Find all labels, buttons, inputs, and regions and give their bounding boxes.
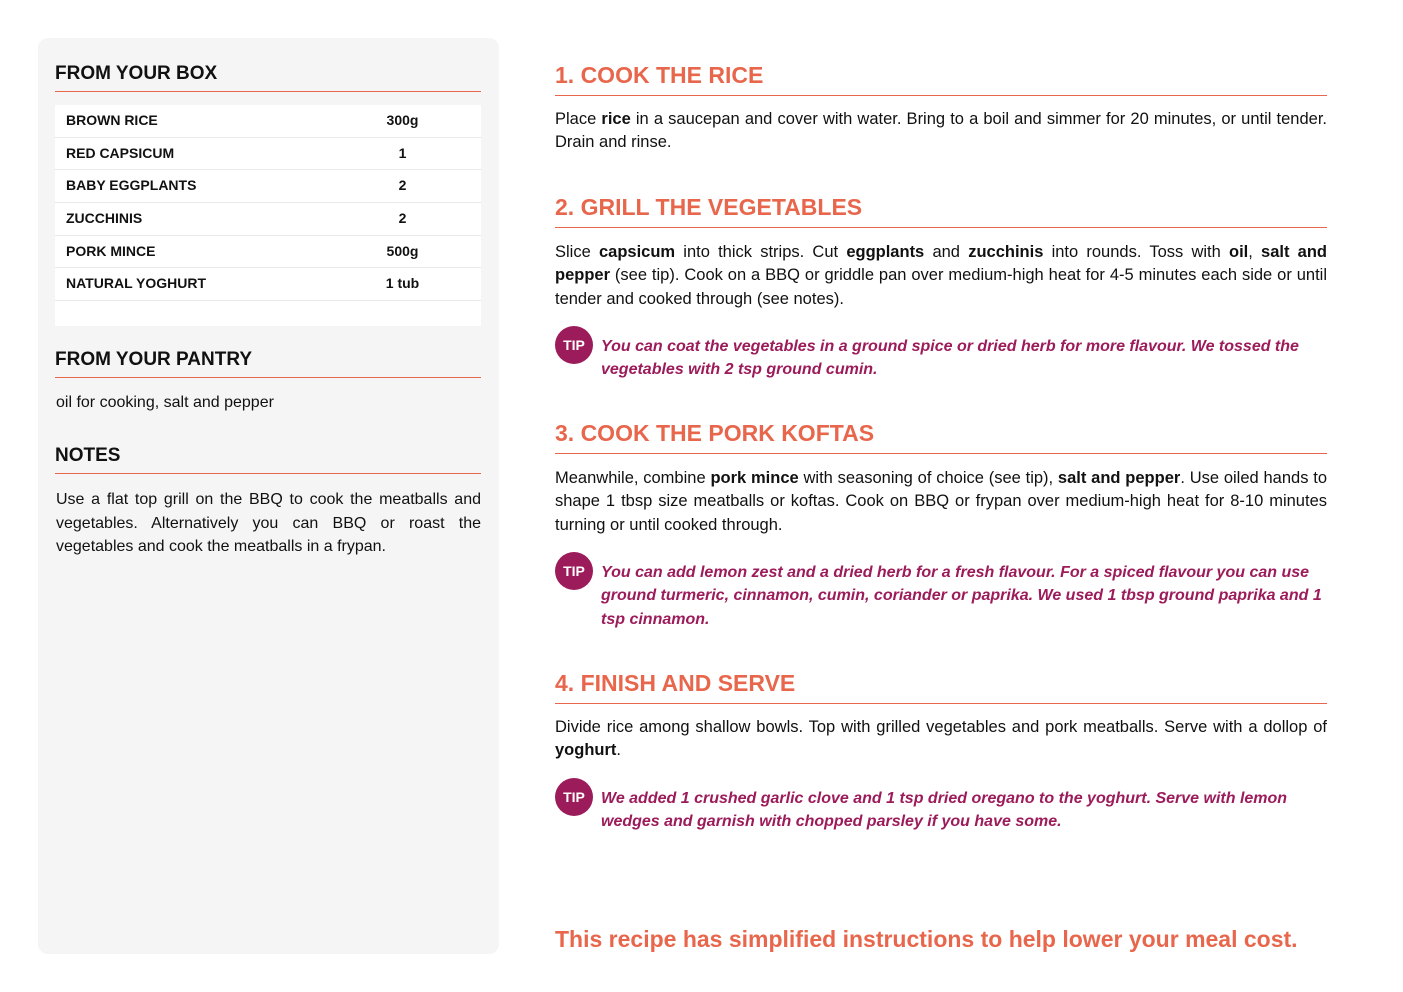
pantry-text: oil for cooking, salt and pepper [56,394,274,411]
highlighted-ingredient: rice [601,110,631,128]
ingredient-name: NATURAL YOGHURT [66,275,206,292]
step-2-text [555,241,1327,311]
ingredient-row [55,170,481,203]
ingredient-quantity: 1 [398,144,407,161]
step-2-heading: 2. GRILL THE VEGETABLES [555,194,1327,228]
step-text-segment: . Use oiled hands to shape 1 tbsp size meatballs or koftas. Cook on BBQ or frypan over medium-high heat for 8-10 minutes turning or until cooked through. [555,469,1328,534]
ingredient-quantity: 300g [386,112,419,128]
ingredient-row [55,105,481,138]
step-text-segment: in a saucepan and cover with water. Bring to a boil and simmer for 20 minutes, or until tender. Drain and rinse. [555,110,1328,152]
ingredients-table [55,105,481,326]
step-text-segment: and [924,243,969,261]
step-text-segment: Divide rice among shallow bowls. Top with grilled vegetables and pork meatballs. Serve with a dollop of [555,718,1327,736]
step-1-heading: 1. COOK THE RICE [555,62,1327,96]
step-text-segment: into rounds. Toss with [1043,243,1229,261]
step-text-segment: , [1248,243,1262,261]
ingredients-sidebar [38,38,499,954]
step-text-segment: . [616,741,622,760]
step-text-segment: Slice [555,243,599,261]
ingredient-row [55,138,481,171]
highlighted-ingredient: zucchinis [968,243,1044,261]
step-3-heading: 3. COOK THE PORK KOFTAS [555,420,1327,454]
highlighted-ingredient: salt and pepper [1057,469,1181,487]
step-text-segment: Place [555,110,602,128]
footer-note: This recipe has simplified instructions to help lower your meal cost. [555,926,1298,952]
highlighted-ingredient: capsicum [598,243,676,261]
ingredient-quantity: 1 tub [385,275,420,292]
step-4-text [555,716,1327,763]
ingredient-name: ZUCCHINIS [66,210,143,227]
step-text-segment: Meanwhile, combine [555,469,711,487]
tip-badge: TIP [555,552,593,590]
tip-text: You can add lemon zest and a dried herb for a fresh flavour. For a spiced flavour you can use ground turmeric, cinnamon, cumin, coriander or paprika. We used 1 tbsp ground paprika and 1 tsp cinnamon. [601,564,1322,628]
tip-badge: TIP [555,778,593,816]
step-text-segment: with seasoning of choice (see tip), [798,469,1058,487]
ingredient-name: BABY EGGPLANTS [66,177,197,194]
step-text-segment: into thick strips. Cut [675,243,847,261]
ingredient-row [55,268,481,301]
highlighted-ingredient: oil [1228,243,1249,261]
highlighted-ingredient: pork mince [710,469,799,487]
step-1-text [555,108,1327,155]
highlighted-ingredient: eggplants [846,243,925,261]
highlighted-ingredient: salt and pepper [555,243,1327,285]
step-text-segment: (see tip). Cook on a BBQ or griddle pan over medium-high heat for 4-5 minutes each side or until tender and cooked through (see notes). [555,266,1327,308]
ingredient-quantity: 2 [398,210,407,227]
from-your-box-heading: FROM YOUR BOX [55,63,481,92]
ingredient-quantity: 2 [398,177,407,194]
ingredient-row [55,236,481,269]
ingredient-row [55,203,481,236]
step-4-heading: 4. FINISH AND SERVE [555,670,1327,704]
notes-text: Use a flat top grill on the BBQ to cook the meatballs and vegetables. Alternatively you can BBQ or roast the vegetables and cook the meatballs in a frypan. [56,491,481,555]
ingredient-name: PORK MINCE [66,242,156,259]
highlighted-ingredient: yoghurt [555,741,617,760]
tip-badge: TIP [555,326,593,364]
tip-text: We added 1 crushed garlic clove and 1 tsp dried oregano to the yoghurt. Serve with lemon wedges and garnish with chopped parsley if you have some. [601,790,1288,831]
from-your-pantry-heading: FROM YOUR PANTRY [55,349,481,378]
tip-text: You can coat the vegetables in a ground spice or dried herb for more flavour. We tossed the vegetables with 2 tsp ground cumin. [601,338,1299,379]
step-3-text [555,467,1327,537]
ingredient-name: RED CAPSICUM [66,144,175,161]
ingredient-name: BROWN RICE [66,112,158,128]
notes-heading: NOTES [55,445,481,474]
ingredient-quantity: 500g [386,242,419,259]
